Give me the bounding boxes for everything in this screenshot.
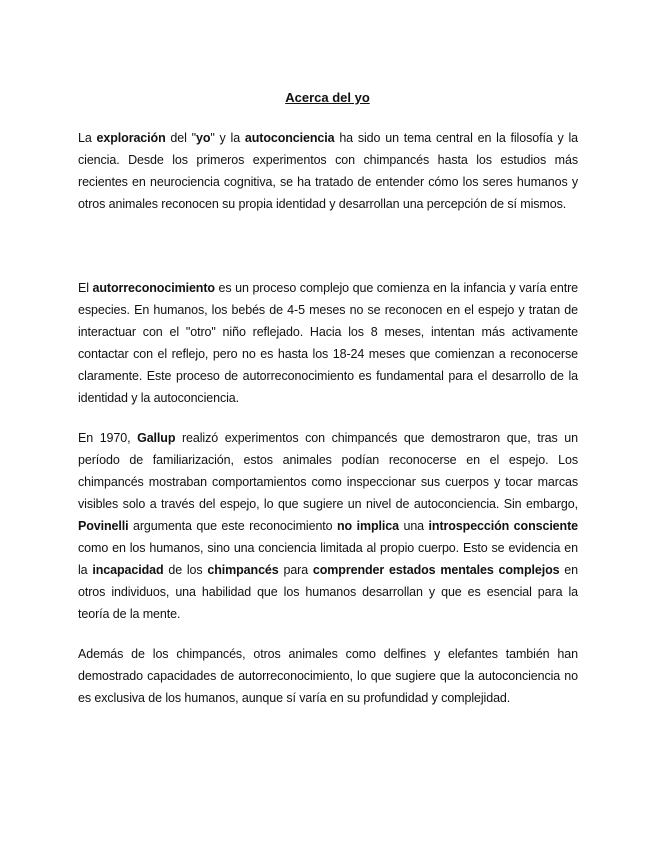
text-run: " y la [210, 131, 245, 145]
paragraph-3 [78, 427, 578, 625]
text-run: argumenta que este reconocimiento [128, 519, 338, 533]
bold-term: autorreconocimiento [92, 281, 215, 295]
bold-term: exploración [96, 131, 166, 145]
bold-term: autoconciencia [244, 131, 335, 145]
text-run: para [278, 563, 313, 577]
text-run: ha sido un tema central en la filosofía y la ciencia. Desde los primeros experimentos con chimpancés hasta los estudios más recientes en neurociencia cognitiva, se ha tratado de entender cómo los seres humanos y otros animales reconocen su propia identidad y desarrollan una percepción de sí mismos. [78, 131, 579, 211]
text-run: Además de los chimpancés, otros animales como delfines y elefantes también han demostrado capacidades de autorreconocimiento, lo que sugiere que la autoconciencia no es exclusiva de los humanos, aunque sí varía en su profundidad y complejidad. [78, 647, 578, 705]
text-run: La [78, 131, 97, 145]
text-run: es un proceso complejo que comienza en la infancia y varía entre especies. En humanos, los bebés de 4-5 meses no se reconocen en el espejo y tratan de interactuar con el "otro" niño reflejado. Hacia los 8 meses, intentan más activamente contactar con el reflejo, pero no es hasta los 18-24 meses que comienzan a reconocerse claramente. Este proceso de autorreconocimiento es fundamental para el desarrollo de la identidad y la autoconciencia. [78, 281, 578, 405]
bold-term: chimpancés [207, 563, 279, 577]
text-run: en otros individuos, una habilidad que los humanos desarrollan y que es esencial para la teoría de la mente. [78, 563, 578, 621]
text-run: En 1970, [78, 431, 138, 445]
bold-term: no implica [337, 519, 399, 533]
text-run: una [398, 519, 429, 533]
bold-term: Povinelli [78, 519, 129, 533]
text-run: del " [165, 131, 196, 145]
text-run: de los [163, 563, 208, 577]
bold-term: introspección consciente [428, 519, 578, 533]
text-run: como en los humanos, sino una conciencia limitada al propio cuerpo. Esto se evidencia en la [78, 541, 578, 577]
paragraph-4 [78, 643, 578, 709]
bold-term: incapacidad [92, 563, 164, 577]
text-run: El [78, 281, 93, 295]
document-title: Acerca del yo [285, 90, 370, 105]
bold-term: yo [195, 131, 211, 145]
paragraph-2 [78, 277, 578, 409]
paragraph-1 [78, 127, 578, 215]
text-run: realizó experimentos con chimpancés que demostraron que, tras un período de familiarización, estos animales podían reconocerse en el espejo. Los chimpancés mostraban comportamientos como inspeccionar sus cuerpos y tocar marcas visibles solo a través del espejo, lo que sugiere un nivel de autoconciencia. Sin embargo, [78, 431, 578, 511]
bold-term: comprender estados mentales complejos [312, 563, 560, 577]
bold-term: Gallup [137, 431, 176, 445]
